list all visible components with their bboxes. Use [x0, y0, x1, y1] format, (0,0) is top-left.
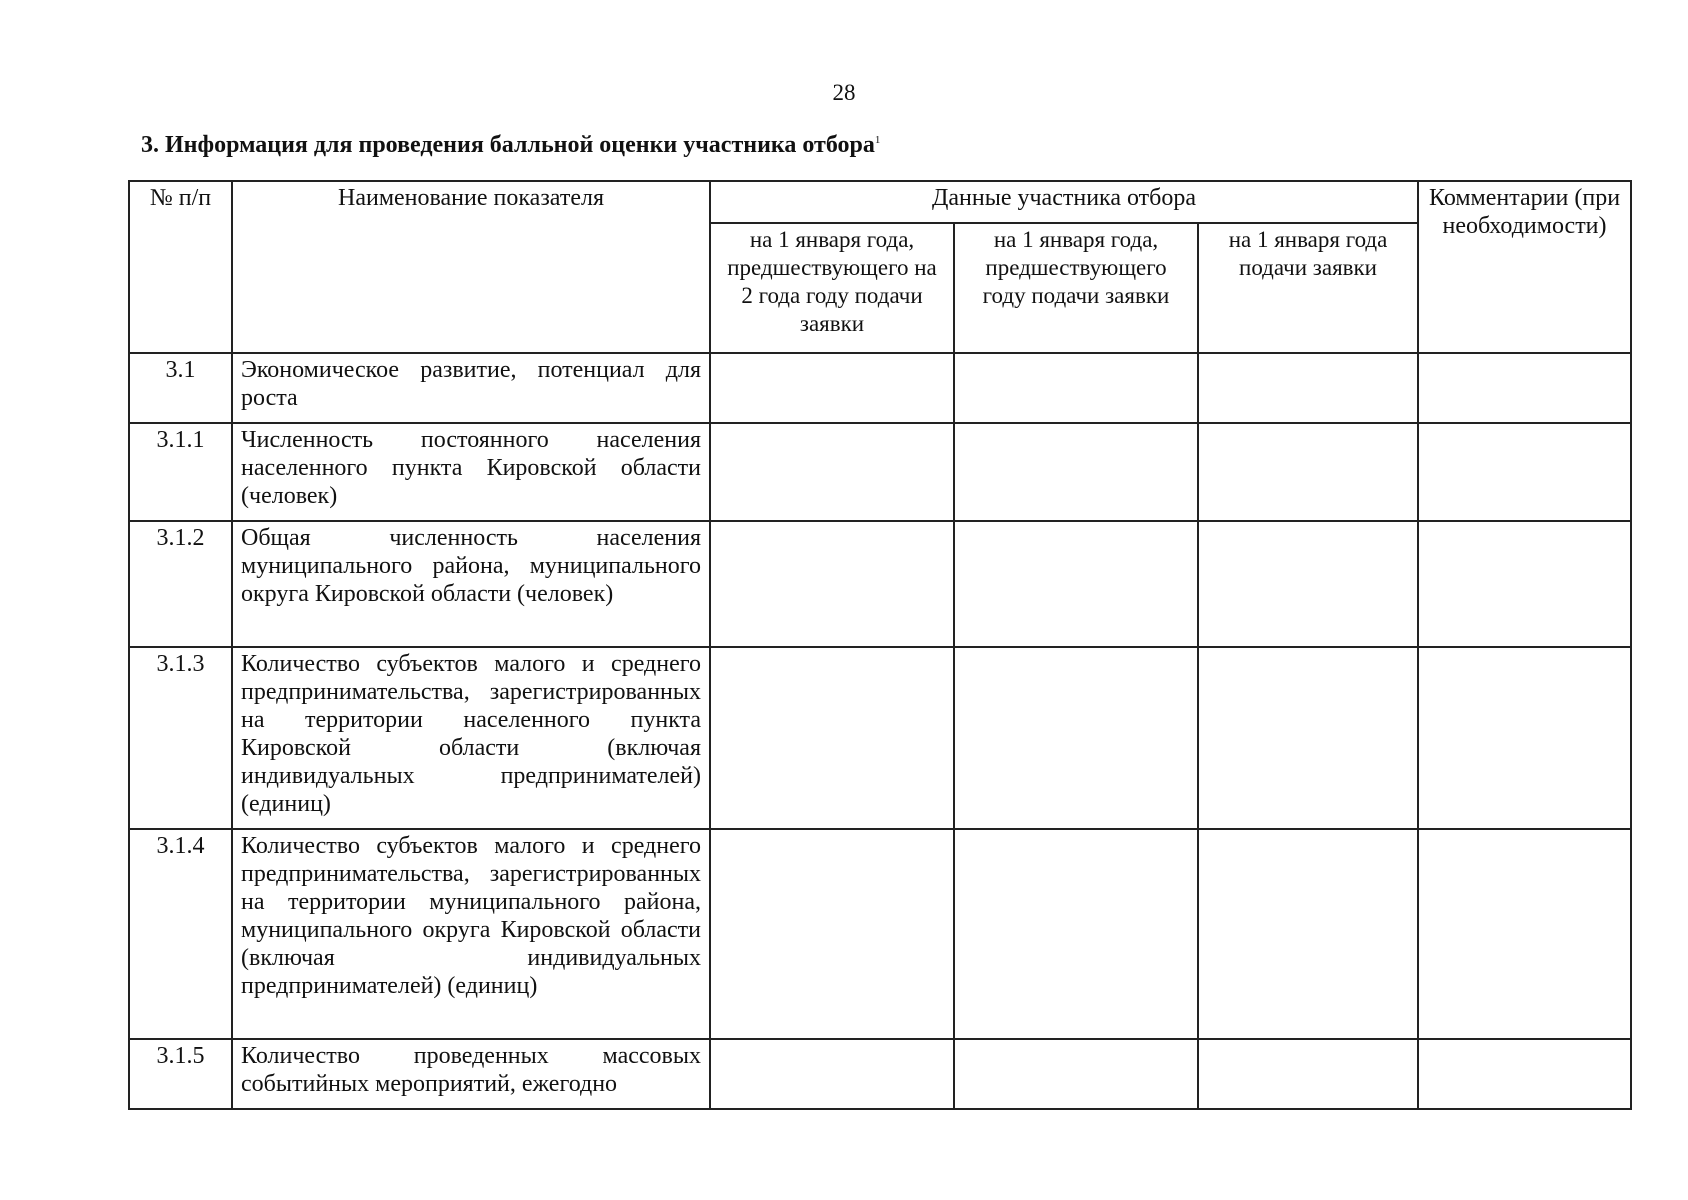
- data-cell: [954, 353, 1198, 423]
- row-number: 3.1.4: [129, 829, 232, 1039]
- data-cell: [710, 521, 954, 647]
- data-cell: [710, 423, 954, 521]
- comment-cell: [1418, 1039, 1631, 1109]
- header-name: Наименование показателя: [232, 181, 710, 353]
- data-cell: [1198, 829, 1418, 1039]
- table-row: [129, 829, 1631, 1039]
- row-number: 3.1.2: [129, 521, 232, 647]
- data-cell: [954, 829, 1198, 1039]
- data-cell: [710, 647, 954, 829]
- data-cell: [954, 423, 1198, 521]
- data-cell: [710, 1039, 954, 1109]
- table-row: [129, 647, 1631, 829]
- data-cell: [1198, 1039, 1418, 1109]
- data-cell: [1198, 521, 1418, 647]
- table-row: [129, 521, 1631, 647]
- evaluation-table: [128, 180, 1632, 1110]
- table-row: [129, 353, 1631, 423]
- comment-cell: [1418, 521, 1631, 647]
- row-number: 3.1.1: [129, 423, 232, 521]
- header-period-2: на 1 января года, предшествующего году подачи заявки: [954, 223, 1198, 353]
- row-number: 3.1.3: [129, 647, 232, 829]
- comment-cell: [1418, 647, 1631, 829]
- row-indicator-name: Экономическое развитие, потенциал для роста: [232, 353, 710, 423]
- header-row: [129, 181, 1631, 223]
- footnote-mark: 1: [874, 134, 881, 146]
- row-indicator-name: Численность постоянного населения населенного пункта Кировской области (человек): [232, 423, 710, 521]
- data-cell: [1198, 647, 1418, 829]
- table-row: [129, 423, 1631, 521]
- header-data-group: Данные участника отбора: [710, 181, 1418, 223]
- comment-cell: [1418, 829, 1631, 1039]
- row-indicator-name: Количество субъектов малого и среднего предпринимательства, зарегистрированных на территории муниципального района, муниципального округа Кировской области (включая индивидуальных предпринимателей) (единиц): [232, 829, 710, 1039]
- comment-cell: [1418, 423, 1631, 521]
- data-cell: [710, 829, 954, 1039]
- row-indicator-name: Общая численность населения муниципального района, муниципального округа Кировской области (человек): [232, 521, 710, 647]
- header-comments: Комментарии (при необходимости): [1418, 181, 1631, 353]
- section-heading: [141, 132, 880, 159]
- table-row: [129, 1039, 1631, 1109]
- row-number: 3.1: [129, 353, 232, 423]
- row-indicator-name: Количество субъектов малого и среднего предпринимательства, зарегистрированных на территории населенного пункта Кировской области (включая индивидуальных предпринимателей) (единиц): [232, 647, 710, 829]
- header-number: № п/п: [129, 181, 232, 353]
- data-cell: [1198, 423, 1418, 521]
- row-indicator-name: Количество проведенных массовых событийных мероприятий, ежегодно: [232, 1039, 710, 1109]
- comment-cell: [1418, 353, 1631, 423]
- data-cell: [1198, 353, 1418, 423]
- header-period-3: на 1 января года подачи заявки: [1198, 223, 1418, 353]
- header-period-1: на 1 января года, предшествующего на 2 года году подачи заявки: [710, 223, 954, 353]
- data-cell: [954, 1039, 1198, 1109]
- data-cell: [954, 647, 1198, 829]
- data-cell: [954, 521, 1198, 647]
- page-number: 28: [832, 80, 856, 105]
- data-cell: [710, 353, 954, 423]
- section-heading-text: 3. Информация для проведения балльной оценки участника отбора: [141, 132, 875, 158]
- row-number: 3.1.5: [129, 1039, 232, 1109]
